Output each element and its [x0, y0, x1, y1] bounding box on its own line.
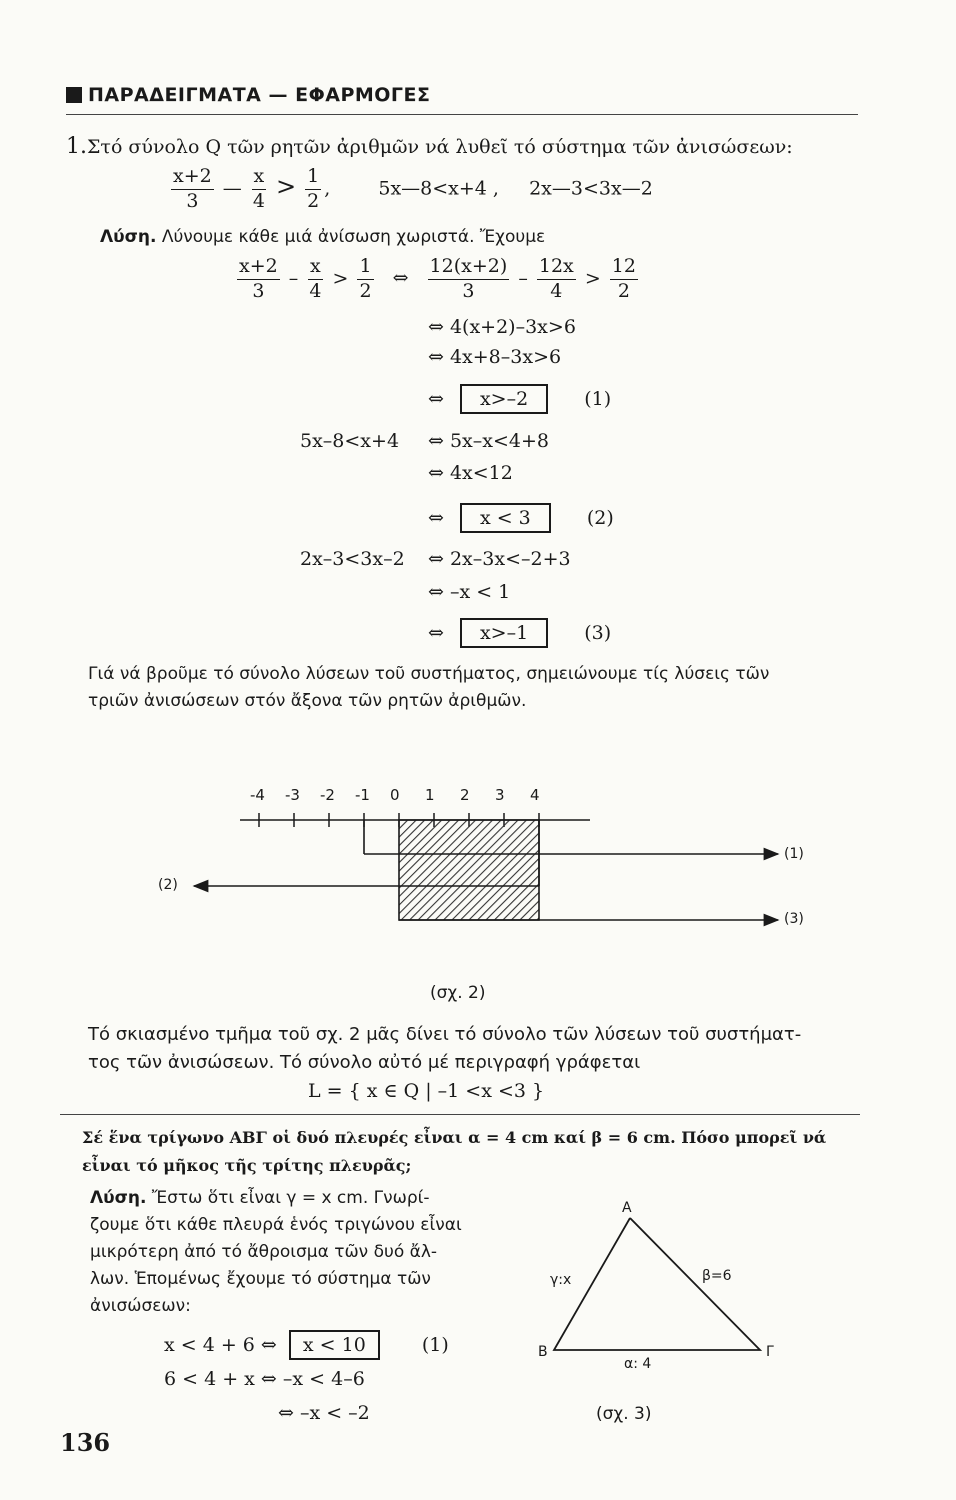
- equation-tag: (3): [584, 622, 612, 644]
- derivation-line: [428, 548, 571, 570]
- inequality-3: 2x—3<3x—2: [529, 177, 653, 200]
- numerator: x: [308, 256, 323, 280]
- tick-label: 1: [425, 786, 435, 804]
- numerator: 12x: [537, 256, 576, 280]
- derivation-right: ⇔ 4x+8–3x>6: [428, 346, 562, 368]
- tick-label: 3: [495, 786, 505, 804]
- example1-step1: [234, 256, 641, 303]
- figure3-caption: (σχ. 3): [596, 1404, 652, 1424]
- example1-solution-intro: [100, 227, 545, 247]
- denominator: 4: [309, 279, 322, 302]
- example2-text-line: ζουμε ὅτι κάθε πλευρά ἑνός τριγώνου εἶναι: [90, 1215, 462, 1235]
- boxed-result: x < 3: [460, 503, 551, 533]
- number-line-figure: [150, 780, 830, 980]
- triangle-abg: [554, 1218, 760, 1350]
- derivation-left: 5x–8<x+4: [300, 430, 400, 452]
- derivation-line: [428, 346, 561, 368]
- denominator: 3: [462, 279, 475, 302]
- denominator: 3: [186, 189, 199, 212]
- fraction: [428, 256, 510, 303]
- ray2-label: (2): [158, 877, 178, 893]
- shaded-solution-region: [399, 820, 539, 920]
- numerator: x: [252, 166, 267, 190]
- solution-intro-text: Λύνουμε κάθε μιά ἀνίσωση χωριστά. Ἔχουμε: [161, 227, 546, 247]
- equation-tag: (1): [584, 388, 612, 410]
- axis-text-line: τριῶν ἀνισώσεων στόν ἄξονα τῶν ρητῶν ἀριθμῶν.: [88, 691, 527, 711]
- derivation-right: ⇔ 4x<12: [428, 462, 513, 484]
- example1-number: 1.: [66, 134, 87, 159]
- operator: –: [518, 267, 528, 290]
- tick-label: -4: [250, 786, 265, 804]
- heading-rule: [66, 114, 858, 115]
- solution-label: Λύση.: [100, 227, 157, 247]
- derivation-right: ⇔ 2x–3x<–2+3: [428, 548, 571, 570]
- derivation-line-boxed: [428, 618, 611, 648]
- denominator: 3: [252, 279, 265, 302]
- numerator: 1: [305, 166, 321, 190]
- vertex-b-label: B: [538, 1344, 548, 1360]
- tick-label: -3: [285, 786, 300, 804]
- fraction: [357, 256, 373, 303]
- ray1-label: (1): [784, 846, 804, 862]
- example1-statement: [66, 134, 793, 159]
- triangle-figure: [540, 1200, 820, 1370]
- example2-text-line: μικρότερη ἀπό τό ἄθροισμα τῶν δυό ἄλ-: [90, 1242, 438, 1262]
- denominator: 4: [252, 189, 265, 212]
- example2-text-line: [90, 1188, 430, 1208]
- comma: ,: [324, 177, 331, 200]
- derivation-right: ⇔: [428, 388, 444, 410]
- side-a-label: α: 4: [624, 1356, 652, 1372]
- tick-label: 4: [530, 786, 540, 804]
- example2-text-line: ἀνισώσεων:: [90, 1296, 191, 1316]
- fraction: [307, 256, 323, 303]
- derivation-right: ⇔ 4(x+2)–3x>6: [428, 316, 576, 338]
- example2-statement-line: εἶναι τό μῆκος τῆς τρίτης πλευρᾶς;: [82, 1156, 412, 1175]
- tick-label: -1: [355, 786, 370, 804]
- derivation-line-boxed: [428, 384, 611, 414]
- inequality-2: 5x—8<x+4 ,: [378, 177, 499, 200]
- boxed-result: x < 10: [289, 1330, 380, 1360]
- axis-text-line: Γιά νά βροῦμε τό σύνολο λύσεων τοῦ συστήματος, σημειώνουμε τίς λύσεις τῶν: [88, 664, 770, 684]
- section-heading-text: ΠΑΡΑΔΕΙΓΜΑΤΑ — ΕΦΑΡΜΟΓΕΣ: [88, 84, 431, 106]
- numerator: x+2: [237, 256, 280, 280]
- solution-set: L = { x ∈ Q | –1 <x <3 }: [308, 1080, 545, 1102]
- vertex-g-label: Γ: [766, 1344, 774, 1360]
- boxed-result: x>–2: [460, 384, 548, 414]
- page-number: 136: [60, 1428, 111, 1457]
- example2-eq1: [164, 1330, 449, 1360]
- ray3-label: (3): [784, 911, 804, 927]
- tick-label: 2: [460, 786, 470, 804]
- conclusion-line: Τό σκιασμένο τμῆμα τοῦ σχ. 2 μᾶς δίνει τό σύνολο τῶν λύσεων τοῦ συστήματ-: [88, 1024, 802, 1045]
- denominator: 2: [307, 189, 320, 212]
- operator: >: [275, 172, 297, 201]
- vertex-a-label: A: [622, 1200, 632, 1216]
- example2-eq2: 6 < 4 + x ⇔ –x < 4–6: [164, 1368, 365, 1390]
- fraction: [610, 256, 638, 303]
- tick-label: 0: [390, 786, 400, 804]
- example2-text: Ἔστω ὅτι εἶναι γ = x cm. Γνωρί-: [151, 1188, 430, 1208]
- derivation-left: 2x–3<3x–2: [300, 548, 405, 570]
- denominator: 2: [359, 279, 372, 302]
- fraction: [251, 166, 267, 213]
- iff-operator: ⇔: [392, 267, 409, 290]
- equation-tag: (2): [586, 507, 614, 529]
- section-rule: [60, 1114, 860, 1115]
- example1-system: [168, 166, 653, 213]
- derivation-right: ⇔: [428, 507, 444, 529]
- fraction: [537, 256, 576, 303]
- fraction: [237, 256, 280, 303]
- operator: >: [332, 267, 349, 290]
- conclusion-line: τος τῶν ἀνισώσεων. Τό σύνολο αὐτό μέ περιγραφή γράφεται: [88, 1052, 641, 1073]
- section-heading: [66, 84, 431, 106]
- side-g-label: γ:x: [550, 1272, 572, 1288]
- numerator: 1: [357, 256, 373, 280]
- example2-text-line: λων. Ἑπομένως ἔχουμε τό σύστημα τῶν: [90, 1269, 431, 1289]
- numerator: 12(x+2): [428, 256, 510, 280]
- denominator: 4: [550, 279, 563, 302]
- derivation-line: [428, 316, 576, 338]
- numerator: x+2: [171, 166, 214, 190]
- example2-eq3: ⇔ –x < –2: [278, 1402, 370, 1424]
- numerator: 12: [610, 256, 638, 280]
- derivation-line: [428, 581, 510, 603]
- figure2-caption: (σχ. 2): [430, 983, 486, 1003]
- derivation-line-boxed: [428, 503, 614, 533]
- eq1-left: x < 4 + 6 ⇔: [164, 1334, 277, 1356]
- denominator: 2: [617, 279, 630, 302]
- derivation-line: [428, 462, 513, 484]
- example2-statement-line: Σέ ἕνα τρίγωνο ΑΒΓ οἱ δυό πλευρές εἶναι α = 4 cm καί β = 6 cm. Πόσο μπορεῖ νά: [82, 1128, 827, 1147]
- fraction: [305, 166, 321, 213]
- fraction: [171, 166, 214, 213]
- derivation-right: ⇔ 5x–x<4+8: [428, 430, 549, 452]
- example1-statement-text: Στό σύνολο Q τῶν ρητῶν ἀριθμῶν νά λυθεῖ τό σύστημα τῶν ἀνισώσεων:: [87, 136, 793, 158]
- derivation-right: ⇔: [428, 622, 444, 644]
- derivation-right: ⇔ –x < 1: [428, 581, 511, 603]
- operator: —: [222, 177, 242, 200]
- solution-label: Λύση.: [90, 1188, 147, 1208]
- square-bullet-icon: [66, 87, 82, 103]
- equation-tag: (1): [421, 1334, 449, 1356]
- operator: –: [288, 267, 299, 290]
- tick-label: -2: [320, 786, 335, 804]
- operator: >: [584, 267, 601, 290]
- boxed-result: x>–1: [460, 618, 548, 648]
- side-b-label: β=6: [702, 1268, 732, 1284]
- derivation-line: [428, 430, 549, 452]
